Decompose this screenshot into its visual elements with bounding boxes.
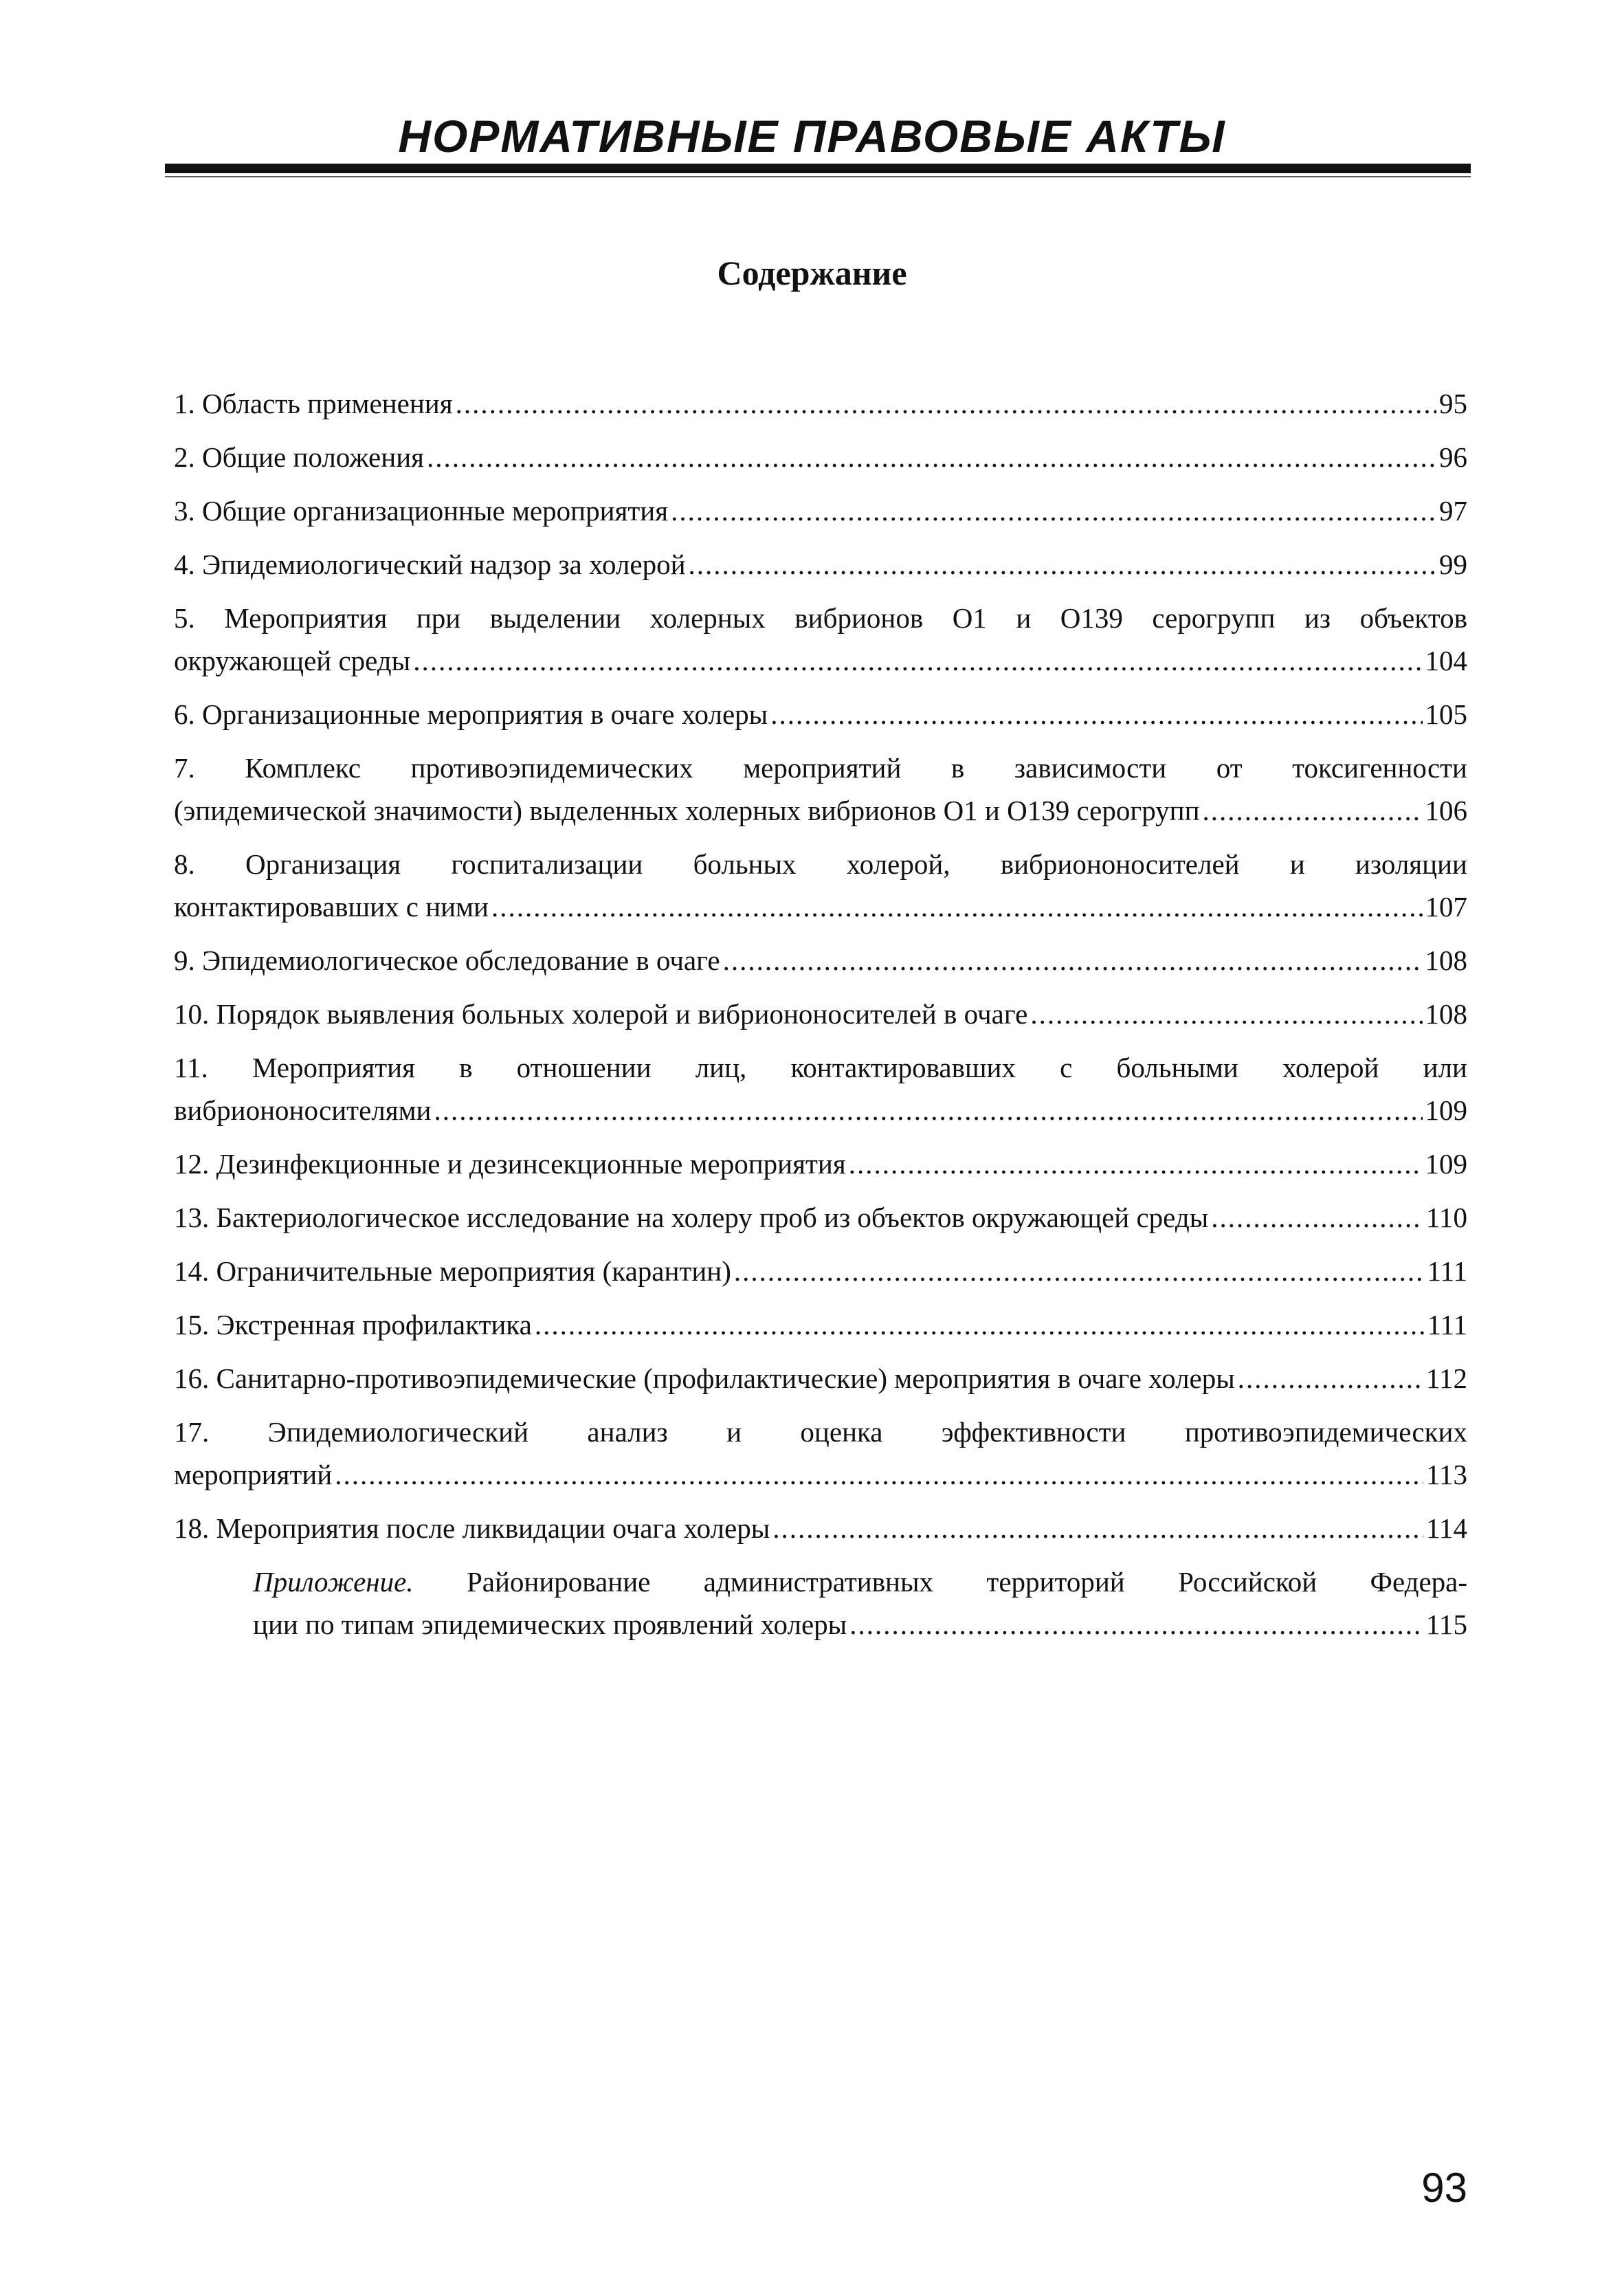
toc-leader-dots <box>456 382 1436 425</box>
toc-entry[interactable] <box>174 843 1467 928</box>
toc-entry-text: мероприятий <box>174 1459 333 1490</box>
toc-entry-line <box>174 1142 1467 1185</box>
toc-entry[interactable] <box>174 1411 1467 1496</box>
toc-leader-dots <box>427 436 1436 478</box>
toc-page-number: 105 <box>1425 698 1467 730</box>
toc-entry[interactable] <box>174 1046 1467 1132</box>
toc-entry[interactable] <box>174 1357 1467 1400</box>
toc-entry-text: 12. Дезинфекционные и дезинсекционные мероприятия <box>174 1148 846 1180</box>
toc-entry[interactable] <box>174 1507 1467 1549</box>
toc-entry-line <box>253 1603 1467 1646</box>
toc-entry-line <box>174 1357 1467 1400</box>
toc-entry-line <box>174 789 1467 832</box>
toc-entry-appendix[interactable] <box>174 1560 1467 1646</box>
toc-page-number: 114 <box>1426 1512 1467 1544</box>
toc-entry-line <box>174 489 1467 532</box>
toc-entry-line <box>253 1560 1467 1603</box>
toc-entry-line <box>174 543 1467 586</box>
toc-entry-text: 14. Ограничительные мероприятия (карантин) <box>174 1255 731 1287</box>
toc-page-number: 95 <box>1439 388 1467 419</box>
toc-entry-line: 17. Эпидемиологический анализ и оценка эффективности противоэпидемических <box>174 1416 1467 1448</box>
toc-entry-line: 8. Организация госпитализации больных холерой, вибриононосителей и изоляции <box>174 848 1467 880</box>
toc-entry-line <box>174 939 1467 982</box>
toc-page-number: 106 <box>1425 795 1467 826</box>
toc-entry-text: 16. Санитарно-противоэпидемические (профилактические) мероприятия в очаге холеры <box>174 1362 1235 1394</box>
toc-entry-text: 1. Область применения <box>174 388 453 419</box>
toc-leader-dots <box>413 639 1422 682</box>
toc-page-number: 109 <box>1425 1094 1467 1126</box>
running-header: НОРМАТИВНЫЕ ПРАВОВЫЕ АКТЫ <box>398 111 1226 162</box>
toc-leader-dots <box>491 885 1423 928</box>
toc-entry[interactable] <box>174 1303 1467 1346</box>
toc-entry[interactable] <box>174 543 1467 586</box>
header-rule-thin <box>165 176 1471 177</box>
appendix-label: Приложение. <box>253 1566 414 1598</box>
toc-leader-dots <box>535 1303 1425 1346</box>
appendix-text-line2: ции по типам эпидемических проявлений холеры <box>253 1609 847 1640</box>
toc-leader-dots <box>849 1603 1423 1646</box>
toc-entry-text: 4. Эпидемиологический надзор за холерой <box>174 549 686 580</box>
toc-entry-line <box>174 1089 1467 1132</box>
toc-entry-line: 7. Комплекс противоэпидемических мероприятий в зависимости от токсигенности <box>174 752 1467 784</box>
toc-leader-dots <box>1238 1357 1423 1400</box>
toc-entry-line <box>174 1303 1467 1346</box>
toc-entry-text: контактировавших с ними <box>174 891 489 923</box>
toc-leader-dots <box>689 543 1436 586</box>
toc-page-number: 108 <box>1425 998 1467 1030</box>
toc-leader-dots <box>1203 789 1423 832</box>
toc-entry-text: 13. Бактериологическое исследование на холеру проб из объектов окружающей среды <box>174 1202 1209 1233</box>
toc-entry-line <box>174 1507 1467 1549</box>
toc-page-number: 111 <box>1427 1309 1467 1340</box>
toc-leader-dots <box>335 1453 1423 1496</box>
toc-page-number: 115 <box>1426 1609 1467 1640</box>
appendix-text-line1: Районирование административных территорий Российской Федера- <box>466 1566 1468 1598</box>
toc-entry-line <box>174 993 1467 1035</box>
toc-entry-line <box>174 1196 1467 1239</box>
toc-entry-text: вибриононосителями <box>174 1094 432 1126</box>
toc-leader-dots <box>434 1089 1422 1132</box>
toc-entry-text: (эпидемической значимости) выделенных холерных вибрионов О1 и О139 серогрупп <box>174 795 1200 826</box>
toc-entry-line <box>174 1453 1467 1496</box>
toc-entry-line: 5. Мероприятия при выделении холерных вибрионов О1 и О139 серогрупп из объектов <box>174 602 1467 634</box>
toc-leader-dots <box>1211 1196 1423 1239</box>
toc-entry-line <box>174 693 1467 736</box>
page-number: 93 <box>1421 2165 1467 2211</box>
toc-entry-line <box>174 885 1467 928</box>
toc-entry[interactable] <box>174 382 1467 425</box>
toc-entry-text: 6. Организационные мероприятия в очаге холеры <box>174 698 768 730</box>
toc-page-number: 113 <box>1426 1459 1467 1490</box>
toc-page-number: 112 <box>1426 1362 1467 1394</box>
toc-entry[interactable] <box>174 489 1467 532</box>
toc-entry[interactable] <box>174 693 1467 736</box>
toc-page-number: 99 <box>1439 549 1467 580</box>
toc-page-number: 111 <box>1427 1255 1467 1287</box>
toc-leader-dots <box>849 1142 1423 1185</box>
header-rule <box>165 164 1471 173</box>
toc-page-number: 109 <box>1425 1148 1467 1180</box>
toc-entry[interactable] <box>174 597 1467 682</box>
toc-entry[interactable] <box>174 436 1467 478</box>
toc-leader-dots <box>734 1250 1425 1292</box>
toc-entry[interactable] <box>174 993 1467 1035</box>
toc-page-number: 110 <box>1426 1202 1467 1233</box>
toc-entry-text: 10. Порядок выявления больных холерой и вибриононосителей в очаге <box>174 998 1028 1030</box>
toc-page-number: 96 <box>1439 441 1467 473</box>
toc-entry-text: 18. Мероприятия после ликвидации очага холеры <box>174 1512 770 1544</box>
toc-entry-text: 15. Экстренная профилактика <box>174 1309 532 1340</box>
toc-entry[interactable] <box>174 1250 1467 1292</box>
toc-entry-line <box>174 639 1467 682</box>
toc-entry-line <box>174 382 1467 425</box>
toc-leader-dots <box>723 939 1423 982</box>
toc-page-number: 108 <box>1425 945 1467 976</box>
toc-leader-dots <box>671 489 1436 532</box>
toc-entry[interactable] <box>174 1196 1467 1239</box>
toc-entry[interactable] <box>174 1142 1467 1185</box>
toc-entry-line <box>174 436 1467 478</box>
toc-entry-text: 2. Общие положения <box>174 441 424 473</box>
toc-leader-dots <box>1030 993 1422 1035</box>
toc-leader-dots <box>772 1507 1423 1549</box>
toc-entry-text: 3. Общие организационные мероприятия <box>174 495 669 527</box>
toc-entry-line: 11. Мероприятия в отношении лиц, контактировавших с больными холерой или <box>174 1052 1467 1083</box>
toc-entry-text: окружающей среды <box>174 645 411 676</box>
toc-page-number: 97 <box>1439 495 1467 527</box>
toc-entry[interactable] <box>174 747 1467 832</box>
toc-page-number: 107 <box>1425 891 1467 923</box>
toc-title: Содержание <box>717 254 907 292</box>
toc-entry-text: 9. Эпидемиологическое обследование в очаге <box>174 945 720 976</box>
table-of-contents <box>174 382 1467 1657</box>
toc-page-number: 104 <box>1425 645 1467 676</box>
toc-entry-line <box>174 1250 1467 1292</box>
toc-leader-dots <box>770 693 1422 736</box>
toc-entry[interactable] <box>174 939 1467 982</box>
